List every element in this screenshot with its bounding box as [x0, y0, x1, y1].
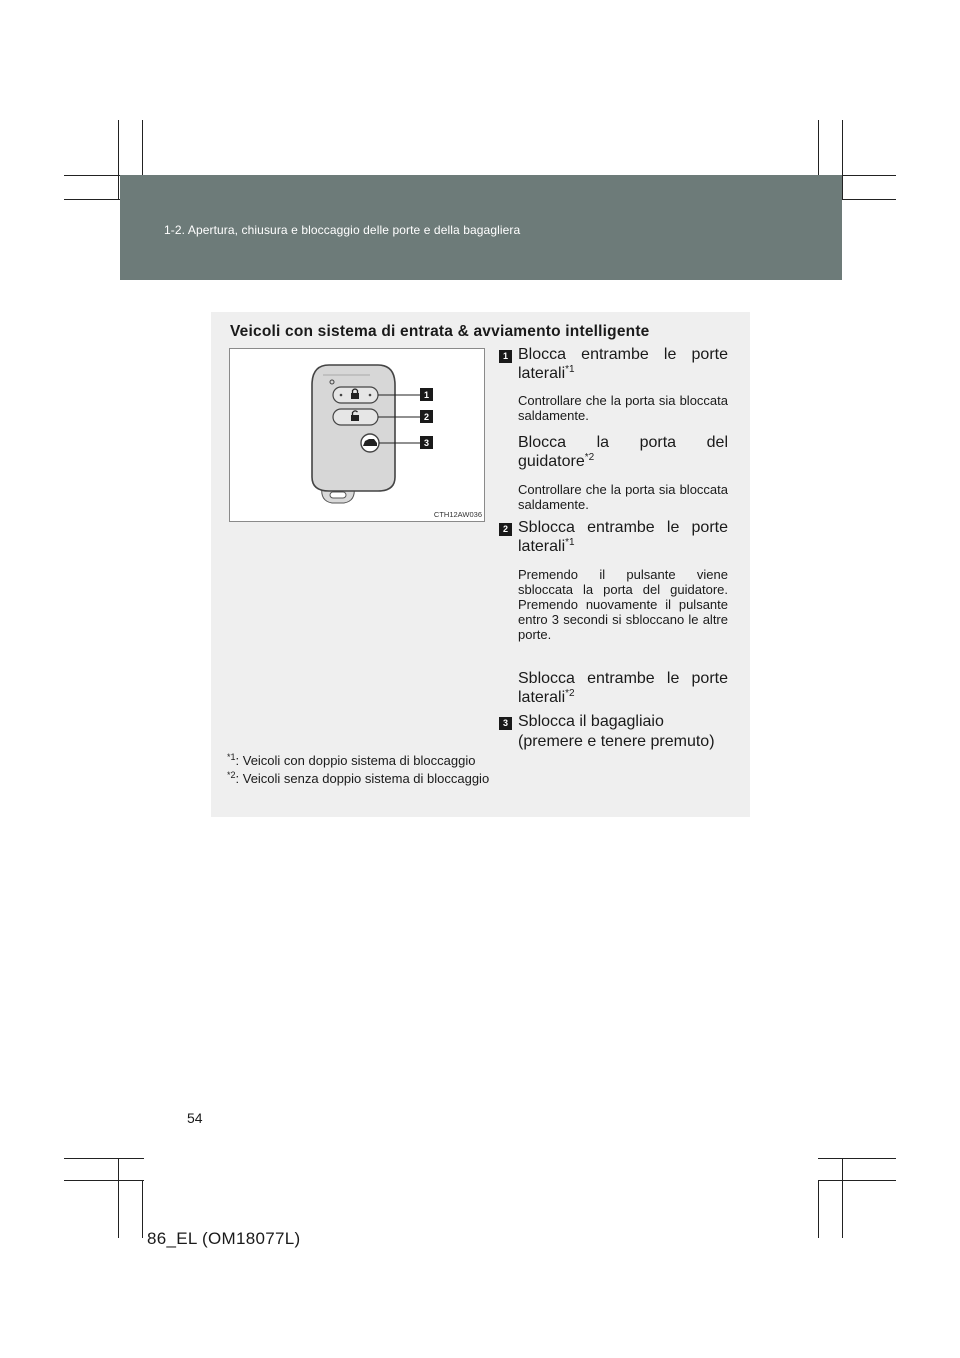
item-3-badge: 3	[499, 717, 512, 730]
crop-mark	[142, 1180, 143, 1238]
item-1-alt-title: Blocca la porta del guidatore$^{*2}$	[518, 434, 728, 470]
callout-2	[420, 410, 433, 423]
item-2-title: Sblocca entrambe le porte laterali$^{*1}$	[518, 519, 728, 555]
item-2-desc: Premendo il pulsante viene sbloccata la porta del guidatore. Premendo nuovamente il pulsante entro 3 secondi si sbloccano le altre porte.	[518, 567, 728, 642]
item-1-alt-desc: Controllare che la porta sia bloccata saldamente.	[518, 482, 728, 512]
callout-3-label: 3	[423, 438, 430, 448]
crop-mark	[64, 1180, 144, 1181]
crop-mark	[118, 120, 119, 200]
smart-key-illustration	[230, 349, 484, 521]
crop-mark	[818, 1180, 819, 1238]
item-3-subtitle: (premere e tenere premuto)	[518, 733, 715, 750]
unlock-icon	[333, 409, 378, 425]
panel-title: Veicoli con sistema di entrata & avviamento intelligente	[230, 323, 650, 340]
item-1-title: Blocca entrambe le porte laterali$^{*1}$	[518, 346, 728, 382]
callout-2-label: 2	[423, 412, 430, 422]
info-panel	[211, 312, 750, 817]
document-code: 86_EL (OM18077L)	[147, 1229, 301, 1248]
crop-mark	[118, 1158, 119, 1238]
item-3-title: Sblocca il bagagliaio	[518, 713, 664, 730]
crop-mark	[64, 1158, 144, 1159]
callout-3	[420, 436, 433, 449]
smart-key-figure	[229, 348, 485, 522]
footnotes	[227, 752, 489, 788]
trunk-icon	[361, 434, 379, 452]
crop-mark	[818, 1158, 896, 1159]
section-header	[120, 175, 842, 280]
figure-code: CTH12AW036	[433, 510, 482, 519]
crop-mark	[818, 1180, 896, 1181]
footnote-1: $^{*1}$: Veicoli con doppio sistema di bloccaggio	[227, 752, 476, 768]
item-2-alt-title: Sblocca entrambe le porte laterali$^{*2}$	[518, 670, 728, 706]
item-2-badge: 2	[499, 523, 512, 536]
callout-1-label: 1	[423, 390, 430, 400]
section-title: 1-2. Apertura, chiusura e bloccaggio delle porte e della bagagliera	[164, 223, 521, 237]
page-number: 54	[187, 1110, 203, 1126]
item-1-badge: 1	[499, 350, 512, 363]
crop-mark	[842, 1158, 843, 1238]
callout-1	[420, 388, 433, 401]
footnote-2: $^{*2}$: Veicoli senza doppio sistema di bloccaggio	[227, 770, 490, 786]
crop-mark	[842, 120, 843, 200]
lock-icon	[333, 387, 378, 403]
item-1-desc: Controllare che la porta sia bloccata saldamente.	[518, 393, 728, 423]
